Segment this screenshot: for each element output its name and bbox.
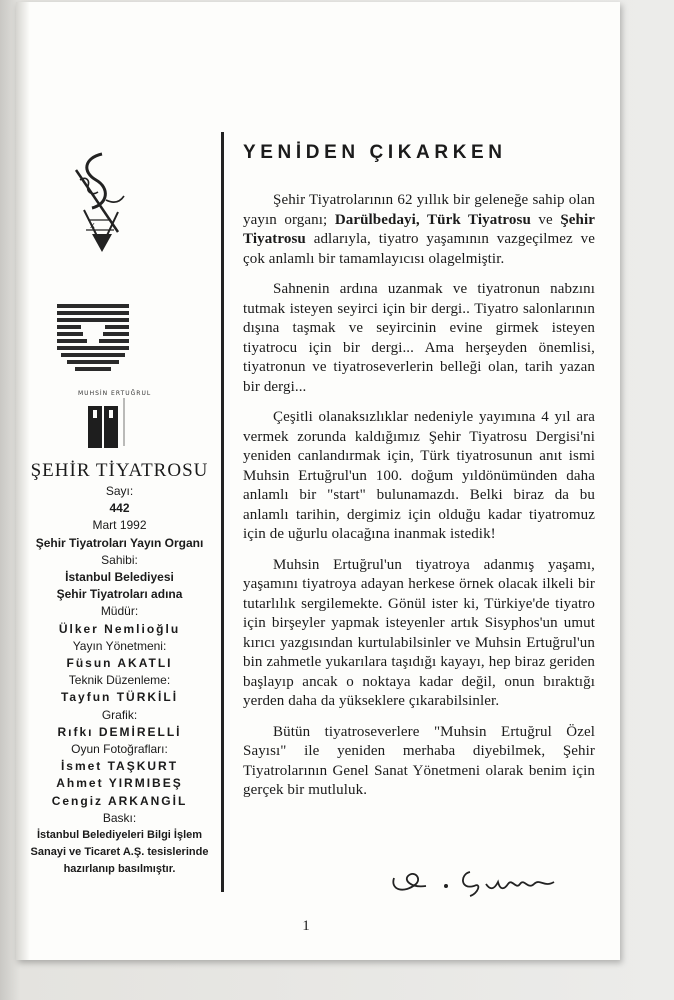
editor-label: Yayın Yönetmeni: (72, 638, 167, 653)
paragraph-1-text-a: Şehir Tiyatrolarının 62 yıllık bir geleneğe sahip olan yayın organı; (243, 192, 595, 228)
svg-text:X: X (90, 222, 95, 230)
muhsin-ertugrul-logo (72, 390, 152, 450)
print-label: Baskı: (102, 810, 137, 825)
striped-face-logo (57, 302, 129, 376)
owner-label: Sahibi: (101, 552, 138, 567)
director-name: Ülker Nemlioğlu (58, 621, 181, 636)
article-paragraph-1 (243, 191, 595, 269)
print-line-3: hazırlanıp basılmıştır. (63, 863, 176, 876)
publication-name: Şehir Tiyatroları Yayın Organı (35, 535, 204, 550)
muhsin-ertugrul-logo-text: MUHSİN ERTUĞRUL (78, 390, 152, 397)
owner-line-1: İstanbul Belediyesi (65, 570, 174, 585)
print-line-1: İstanbul Belediyeleri Bilgi İşlem (36, 829, 203, 842)
layout-name: Tayfun TÜRKİLİ (60, 690, 179, 705)
photographer-2: Ahmet YIRMIBEŞ (56, 776, 183, 791)
article-paragraph-3: Çeşitli olanaksızlıklar nedeniyle yayımına 4 yıl ara vermek zorunda kaldığımız Şehir Tiyatrosu Dergisi'ni yeniden canlandırmak için, Türk tiyatrosunun anıt ismi Muhsin Ertuğrul'un 100. doğum yıldönümünden daha anlamlı bir "start" bulunamazdı. Belki biraz da bu anlamlı tarihin, dergimiz için olduğu kadar tiyatromuz için de uğurlu olacağına inanmak istedik! (243, 409, 595, 542)
editor-name: Füsun AKATLI (66, 656, 173, 671)
photos-label: Oyun Fotoğrafları: (71, 742, 168, 757)
director-label: Müdür: (100, 604, 139, 619)
paragraph-1-bold-2: Şehir Tiyatrosu (243, 211, 595, 247)
layout-label: Teknik Düzenleme: (68, 673, 171, 688)
article-paragraph-5: Bütün tiyatroseverlere "Muhsin Ertuğrul Özel Sayısı" ile yeniden merhaba diyebilmek, Şehir Tiyatrolarının Genel Sanat Yönetmeni olarak benim için gerçek bir mutluluk. (243, 723, 595, 798)
owner-line-2: Şehir Tiyatroları adına (56, 587, 183, 602)
graphics-name: Rıfkı DEMİRELLİ (57, 724, 182, 739)
print-line-2: Sanayi ve Ticaret A.Ş. tesislerinde (30, 846, 209, 859)
issue-number: 442 (109, 501, 130, 516)
issue-date: Mart 1992 (92, 518, 147, 533)
magazine-page (16, 2, 620, 960)
article-paragraph-2: Sahnenin ardına uzanmak ve tiyatronun nabzını tutmak isteyen seyirci için bir dergi.. Tiyatro salonlarının dışına taşmak ve seyircinin evine girmek isteyen tiyatrocu için bir dergi... Ama herşeyden önemlisi, tiyatronun ve tiyatroseverlerin belleği olan, tarih yazan bir dergi... (243, 281, 595, 395)
article (243, 142, 595, 812)
article-paragraph-4: Muhsin Ertuğrul'un tiyatroya adanmış yaşamı, yaşamını tiyatroya adayan herkese örnek olacak ilkeli bir tutarlılık sergilemekte. Gönül ister ki, Türkiye'de tiyatro için birşeyler yapmak isteyenler artık Sisyphos'un umut kırıcı yazgısından kurtulabilsinler ve Muhsin Ertuğrul'un bin zahmetle yukarılara taşıdığı kayayı, hep biraz geriden başlayıp ancak o noktaya kadar değil, onun bıraktığı yerden daha da yükseklere çıkarabilsinler. (243, 556, 595, 709)
graphics-label: Grafik: (101, 707, 138, 722)
organization-name: ŞEHİR TİYATROSU (30, 460, 209, 481)
author-signature (386, 860, 561, 898)
paragraph-1-text-d: adlarıyla, tiyatro yaşamının vazgeçilmez ve çok anlamlı bir tamamlayıcısı olagelmiştir. (243, 231, 595, 267)
theater-emblem-logo (62, 150, 132, 260)
colophon (16, 459, 223, 878)
page-number: 1 (302, 918, 310, 934)
article-title: YENİDEN ÇIKARKEN (243, 142, 507, 163)
photographer-1: İsmet TAŞKURT (60, 759, 179, 774)
photographer-3: Cengiz ARKANGİL (51, 793, 188, 808)
column-divider (221, 132, 224, 892)
paragraph-1-bold-1: Darülbedayi, Türk Tiyatrosu (334, 211, 531, 228)
paragraph-1-text-c: ve (530, 211, 561, 228)
issue-label: Sayı: (105, 484, 134, 498)
